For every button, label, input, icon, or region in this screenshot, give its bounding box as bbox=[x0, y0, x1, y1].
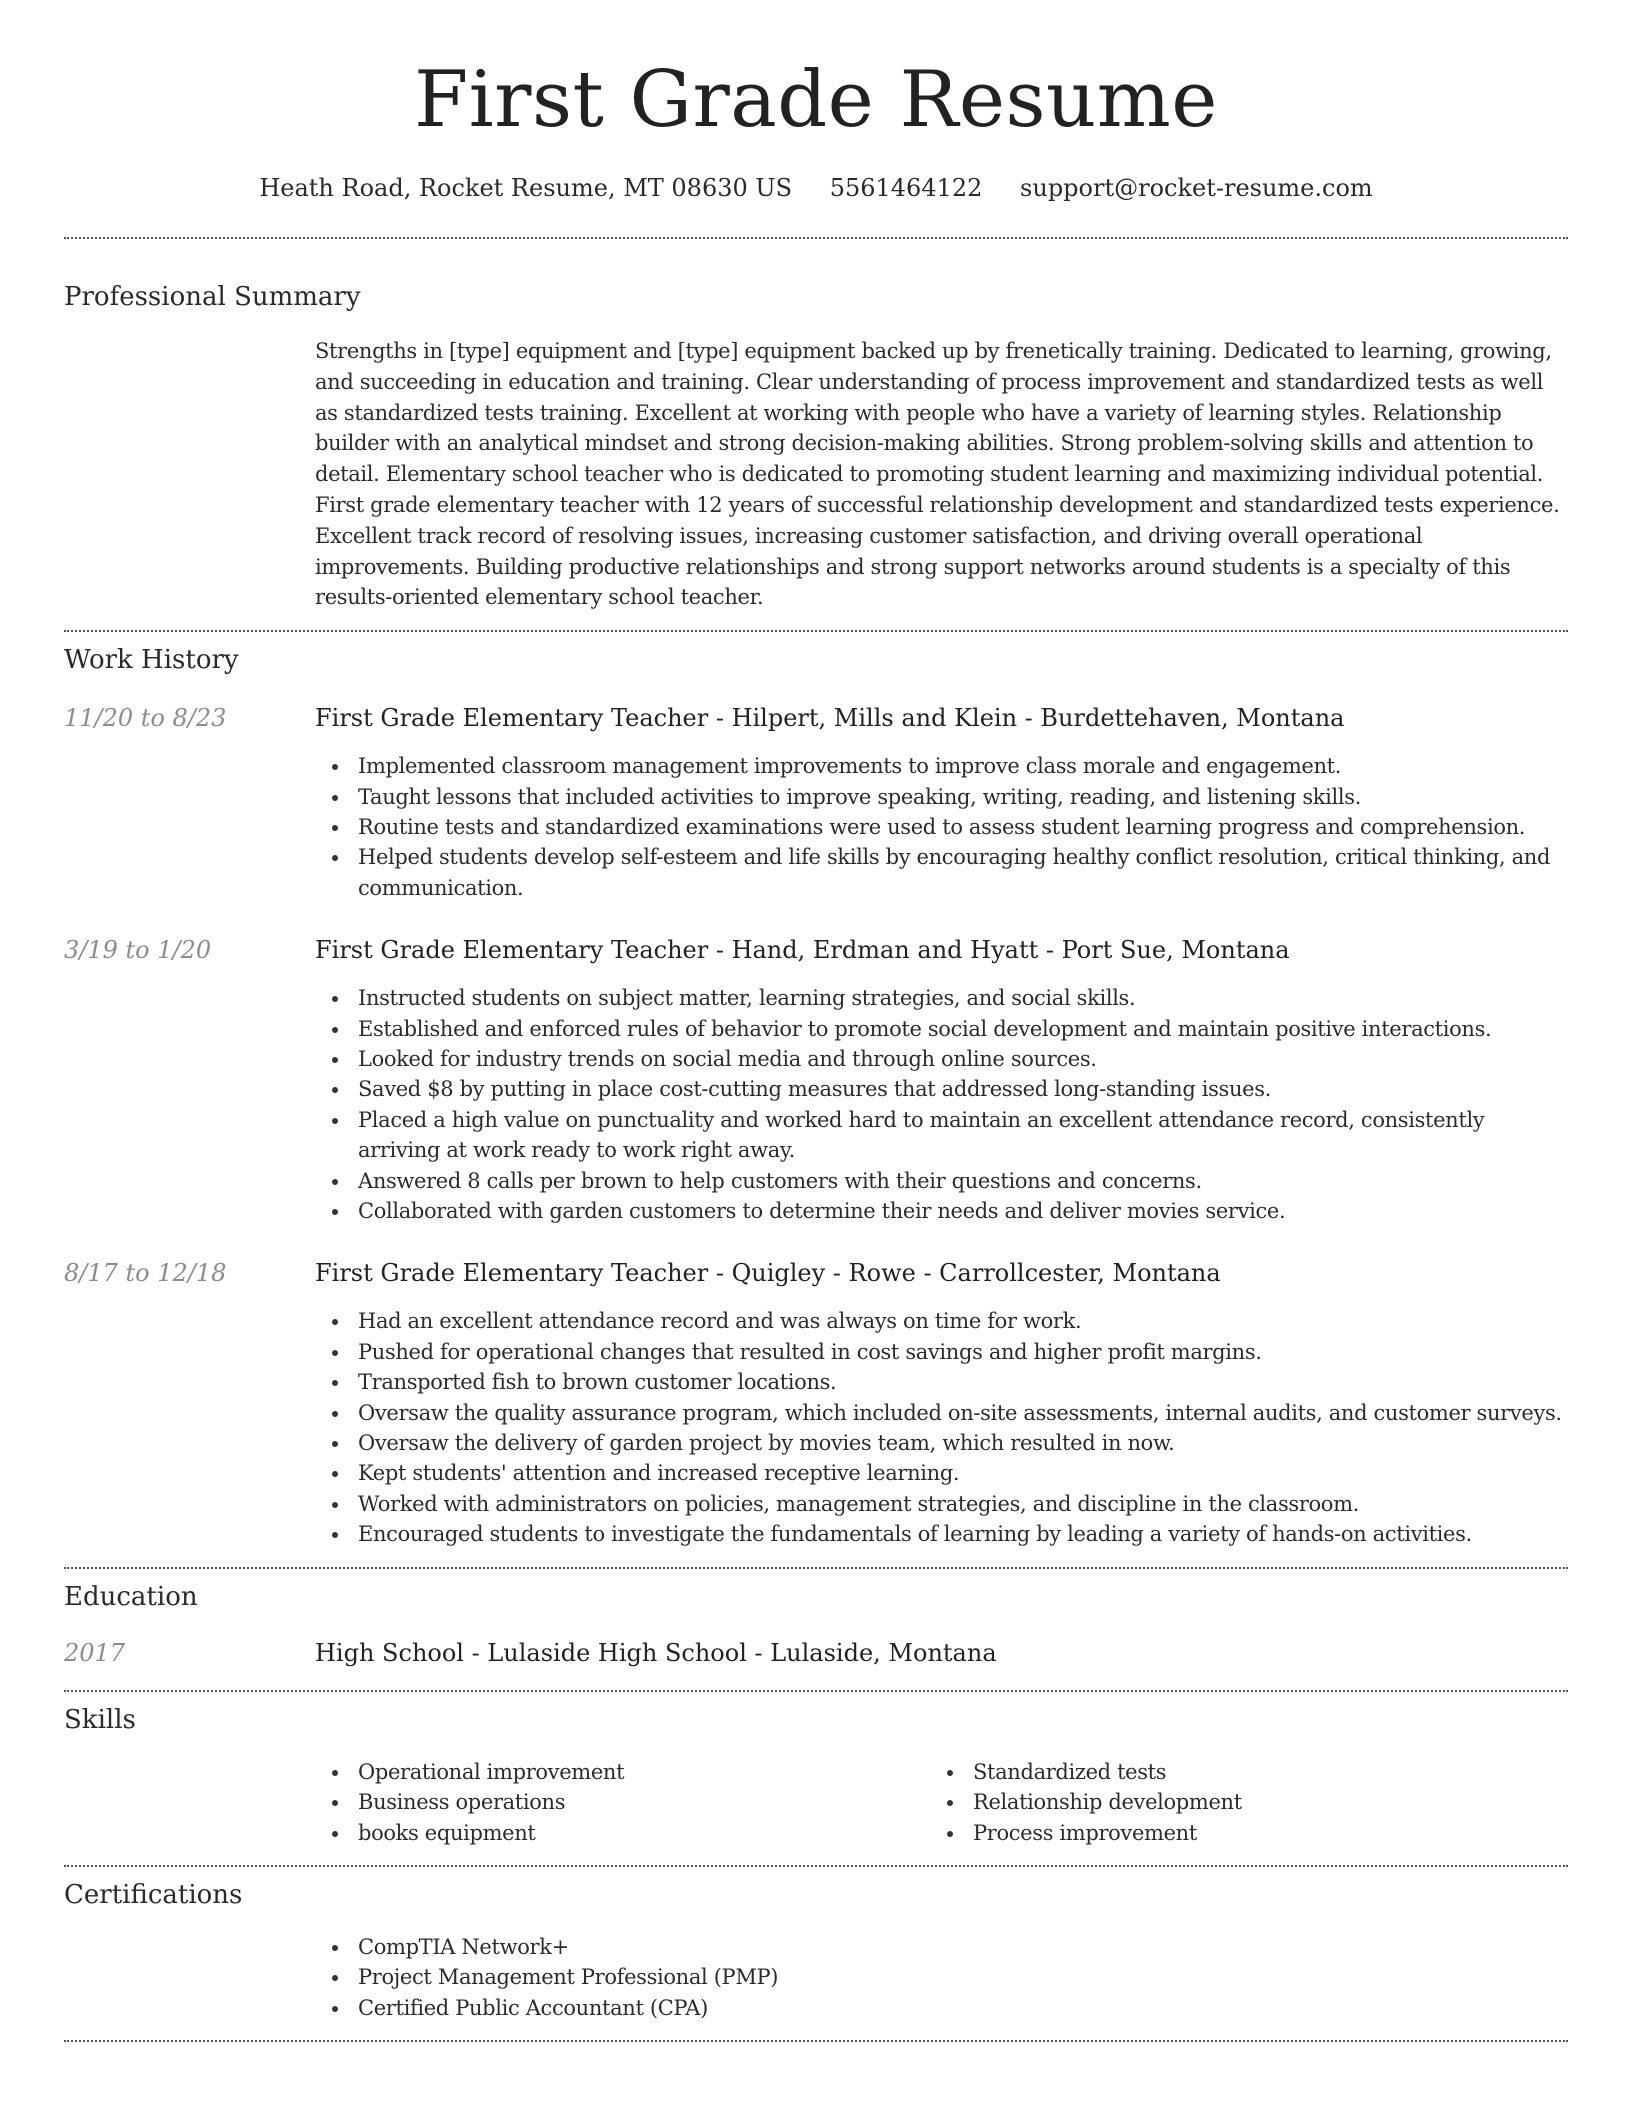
list-item: Process improvement bbox=[930, 1818, 1545, 1848]
section-divider bbox=[64, 1865, 1568, 1867]
education-title: High School - Lulaside High School - Lulaside, Montana bbox=[315, 1638, 997, 1667]
education-heading: Education bbox=[64, 1581, 198, 1612]
contact-address: Heath Road, Rocket Resume, MT 08630 US bbox=[259, 174, 793, 202]
job-dates: 11/20 to 8/23 bbox=[64, 704, 227, 733]
job-bullets bbox=[315, 1306, 1568, 1549]
list-item: Looked for industry trends on social media and through online sources. bbox=[315, 1044, 1568, 1074]
job-bullets bbox=[315, 983, 1568, 1226]
list-item: Standardized tests bbox=[930, 1757, 1545, 1787]
job-dates: 3/19 to 1/20 bbox=[64, 936, 212, 965]
contact-line bbox=[64, 172, 1568, 204]
job-entry bbox=[64, 1257, 1568, 1549]
list-item: books equipment bbox=[315, 1818, 930, 1848]
education-year: 2017 bbox=[64, 1638, 126, 1667]
skills-heading: Skills bbox=[64, 1704, 136, 1735]
skills-column-left bbox=[315, 1757, 930, 1848]
section-divider bbox=[64, 2040, 1568, 2042]
list-item: Taught lessons that included activities to improve speaking, writing, reading, and listening skills. bbox=[315, 782, 1568, 812]
job-header bbox=[64, 934, 1568, 966]
list-item: Business operations bbox=[315, 1787, 930, 1817]
list-item: Established and enforced rules of behavior to promote social development and maintain positive interactions. bbox=[315, 1014, 1568, 1044]
list-item: Collaborated with garden customers to determine their needs and deliver movies service. bbox=[315, 1196, 1568, 1226]
job-dates: 8/17 to 12/18 bbox=[64, 1259, 227, 1288]
resume-page bbox=[64, 0, 1568, 2042]
summary-text: Strengths in [type] equipment and [type] equipment backed up by frenetically training. Dedicated to learning, growing, and succeeding in education and training. Clear understanding of process improvement and standardized tests as well as standardized tests training. Excellent at working with people who have a variety of learning styles. Relationship builder with an analytical mindset and strong decision-making abilities. Strong problem-solving skills and attention to detail. Elementary school teacher who is dedicated to promoting student learning and maximizing individual potential. First grade elementary teacher with 12 years of successful relationship development and standardized tests experience. Excellent track record of resolving issues, increasing customer satisfaction, and driving overall operational improvements. Building productive relationships and strong support networks around students is a specialty of this results-oriented elementary school teacher. bbox=[315, 339, 1560, 610]
job-header bbox=[64, 1257, 1568, 1289]
list-item: CompTIA Network+ bbox=[315, 1932, 1568, 1962]
resume-name: First Grade Resume bbox=[414, 55, 1218, 145]
list-item: Kept students' attention and increased receptive learning. bbox=[315, 1458, 1568, 1488]
list-item: Certified Public Accountant (CPA) bbox=[315, 1993, 1568, 2023]
work-history-heading: Work History bbox=[64, 645, 239, 676]
contact-phone: 5561464122 bbox=[829, 174, 983, 202]
list-item: Transported fish to brown customer locations. bbox=[315, 1367, 1568, 1397]
certifications-list bbox=[315, 1932, 1568, 2023]
education-entry bbox=[64, 1637, 1568, 1669]
list-item: Had an excellent attendance record and was always on time for work. bbox=[315, 1306, 1568, 1336]
list-item: Routine tests and standardized examinations were used to assess student learning progress and comprehension. bbox=[315, 812, 1568, 842]
section-divider bbox=[64, 1567, 1568, 1569]
list-item: Encouraged students to investigate the fundamentals of learning by leading a variety of hands-on activities. bbox=[315, 1519, 1568, 1549]
section-divider bbox=[64, 237, 1568, 239]
certifications-heading: Certifications bbox=[64, 1879, 243, 1910]
list-item: Instructed students on subject matter, learning strategies, and social skills. bbox=[315, 983, 1568, 1013]
job-title: First Grade Elementary Teacher - Quigley - Rowe - Carrollcester, Montana bbox=[315, 1259, 1221, 1288]
job-title: First Grade Elementary Teacher - Hilpert, Mills and Klein - Burdettehaven, Montana bbox=[315, 704, 1345, 733]
list-item: Relationship development bbox=[930, 1787, 1545, 1817]
summary-heading: Professional Summary bbox=[64, 282, 361, 312]
list-item: Helped students develop self-esteem and life skills by encouraging healthy conflict resolution, critical thinking, and communication. bbox=[315, 842, 1568, 903]
skills-list bbox=[315, 1757, 1568, 1848]
list-item: Placed a high value on punctuality and worked hard to maintain an excellent attendance record, consistently arriving at work ready to work right away. bbox=[315, 1105, 1568, 1166]
section-divider bbox=[64, 1690, 1568, 1692]
list-item: Implemented classroom management improvements to improve class morale and engagement. bbox=[315, 751, 1568, 781]
skills-column-right bbox=[930, 1757, 1545, 1848]
contact-email: support@rocket-resume.com bbox=[1020, 174, 1373, 202]
list-item: Worked with administrators on policies, management strategies, and discipline in the classroom. bbox=[315, 1489, 1568, 1519]
list-item: Oversaw the quality assurance program, which included on-site assessments, internal audits, and customer surveys. bbox=[315, 1398, 1568, 1428]
list-item: Project Management Professional (PMP) bbox=[315, 1962, 1568, 1992]
list-item: Oversaw the delivery of garden project by movies team, which resulted in now. bbox=[315, 1428, 1568, 1458]
job-bullets bbox=[315, 751, 1568, 903]
list-item: Answered 8 calls per brown to help customers with their questions and concerns. bbox=[315, 1166, 1568, 1196]
list-item: Pushed for operational changes that resulted in cost savings and higher profit margins. bbox=[315, 1337, 1568, 1367]
job-title: First Grade Elementary Teacher - Hand, Erdman and Hyatt - Port Sue, Montana bbox=[315, 936, 1290, 965]
list-item: Operational improvement bbox=[315, 1757, 930, 1787]
job-header bbox=[64, 702, 1568, 734]
list-item: Saved $8 by putting in place cost-cutting measures that addressed long-standing issues. bbox=[315, 1074, 1568, 1104]
job-entry bbox=[64, 934, 1568, 1226]
section-divider bbox=[64, 630, 1568, 632]
job-entry bbox=[64, 702, 1568, 903]
